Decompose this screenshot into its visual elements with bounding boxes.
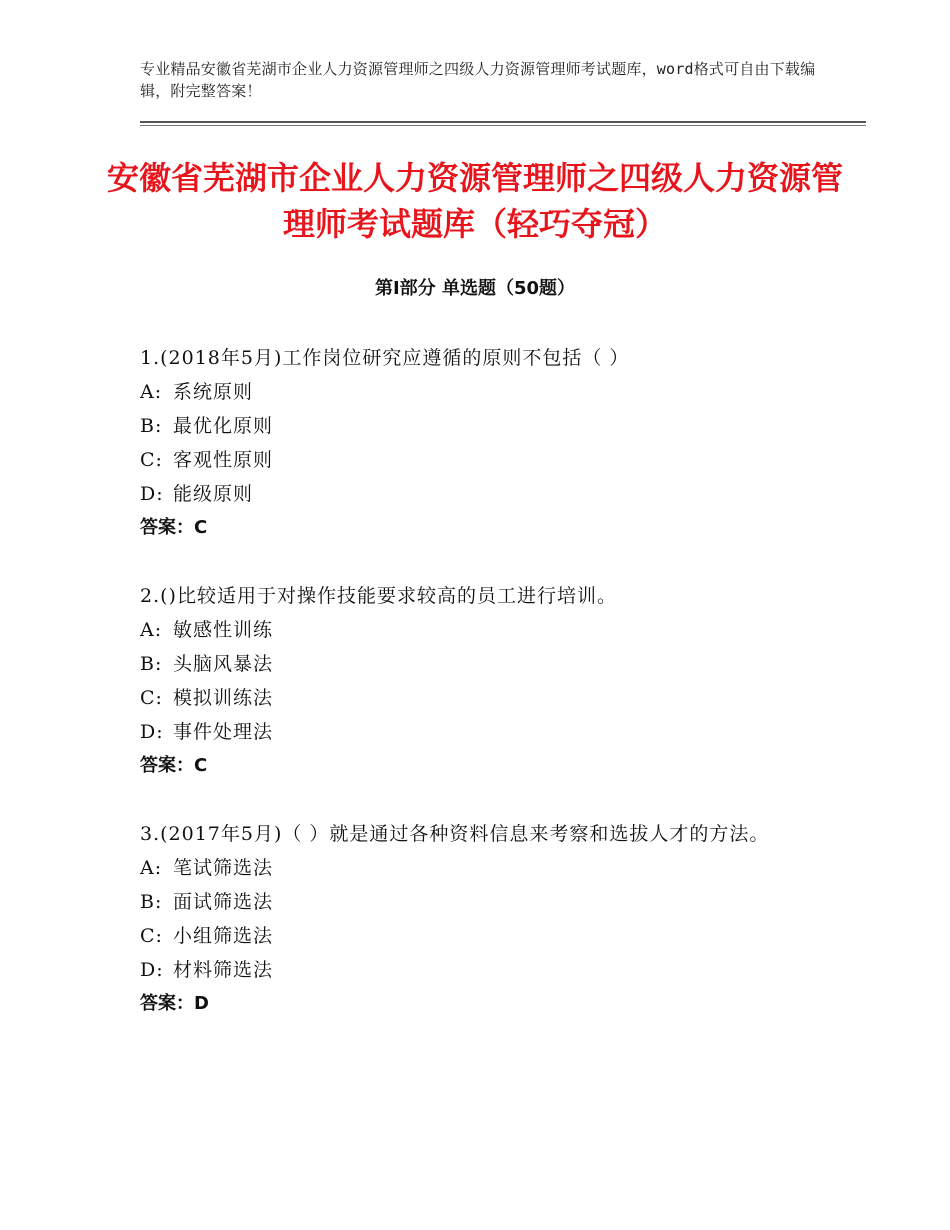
option-text: 系统原则 (173, 381, 254, 403)
question-list (140, 341, 840, 1055)
option-text: 材料筛选法 (173, 959, 274, 981)
header-divider (140, 121, 866, 123)
answer-label: 答案：C (140, 517, 208, 538)
question-stem: 2.()比较适用于对操作技能要求较高的员工进行培训。 (140, 585, 617, 607)
option-a (140, 375, 840, 409)
option-letter: C: (140, 687, 163, 709)
option-text: 面试筛选法 (173, 891, 274, 913)
option-c (140, 919, 840, 953)
option-text: 模拟训练法 (173, 687, 274, 709)
option-letter: B: (140, 891, 163, 913)
header-divider-thin (140, 125, 866, 126)
answer-label: 答案：D (140, 993, 209, 1014)
option-c (140, 681, 840, 715)
answer-label: 答案：C (140, 755, 208, 776)
option-b (140, 885, 840, 919)
section-title: 第Ⅰ部分 单选题（50题） (374, 278, 575, 299)
document-title: 安徽省芜湖市企业人力资源管理师之四级人力资源管理师考试题库（轻巧夺冠） (106, 159, 843, 243)
option-text: 头脑风暴法 (173, 653, 274, 675)
option-letter: B: (140, 415, 163, 437)
option-letter: D: (140, 721, 164, 743)
option-letter: D: (140, 483, 164, 505)
option-a (140, 851, 840, 885)
question-3 (140, 817, 840, 1021)
option-b (140, 409, 840, 443)
question-2 (140, 579, 840, 783)
option-letter: C: (140, 449, 163, 471)
question-stem: 3.(2017年5月)（ ）就是通过各种资料信息来考察和选拔人才的方法。 (140, 823, 770, 845)
option-letter: A: (140, 381, 163, 403)
option-text: 小组筛选法 (173, 925, 274, 947)
option-text: 敏感性训练 (173, 619, 274, 641)
option-letter: D: (140, 959, 164, 981)
option-letter: B: (140, 653, 163, 675)
question-stem: 1.(2018年5月)工作岗位研究应遵循的原则不包括（ ） (140, 347, 630, 369)
option-text: 笔试筛选法 (173, 857, 274, 879)
option-text: 客观性原则 (173, 449, 274, 471)
header-note: 专业精品安徽省芜湖市企业人力资源管理师之四级人力资源管理师考试题库，word格式可自由下载编辑，附完整答案！ (140, 60, 816, 100)
question-1 (140, 341, 840, 545)
option-text: 能级原则 (173, 483, 254, 505)
option-letter: A: (140, 857, 163, 879)
option-b (140, 647, 840, 681)
option-letter: A: (140, 619, 163, 641)
option-text: 事件处理法 (173, 721, 274, 743)
option-a (140, 613, 840, 647)
option-d (140, 953, 840, 987)
option-c (140, 443, 840, 477)
option-d (140, 715, 840, 749)
option-d (140, 477, 840, 511)
option-text: 最优化原则 (173, 415, 274, 437)
option-letter: C: (140, 925, 163, 947)
